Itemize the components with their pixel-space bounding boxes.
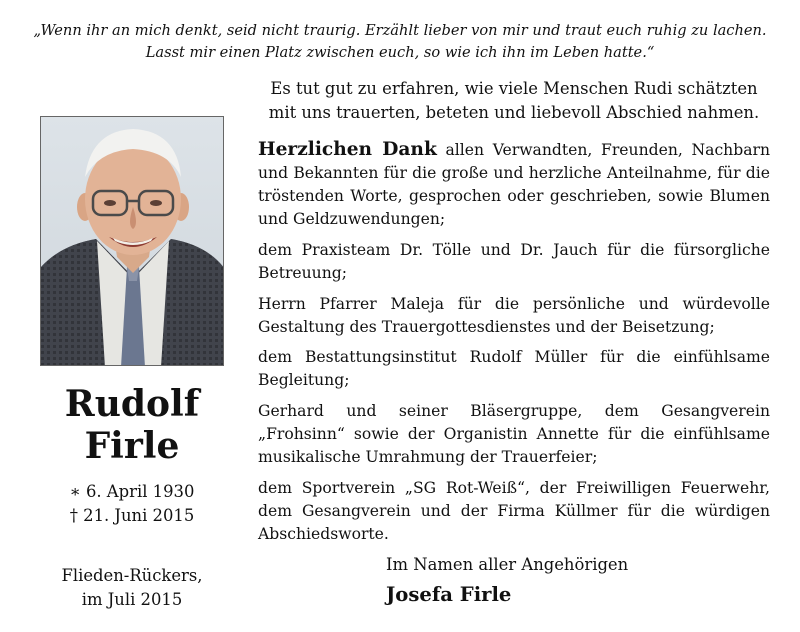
intro-line-2: mit uns trauerten, beteten und liebevoll Abschied nahmen.	[268, 103, 760, 122]
thanks-lead: Herzlichen Dank	[258, 139, 437, 160]
place-and-date	[40, 564, 224, 612]
portrait-illustration	[41, 117, 224, 366]
signature-name: Josefa Firle	[386, 583, 512, 606]
thanks-paragraph-1-rest: allen Verwandten, Freunden, Nachbarn und Bekannten für die große und herzliche Anteilnahme, für die tröstenden Worte, gesprochen oder geschrieben, sowie Blumen und Geldzuwendungen;	[258, 141, 770, 228]
quote-line-2: Lasst mir einen Platz zwischen euch, so wie ich ihn im Leben hatte.“	[145, 44, 655, 61]
signature-intro: Im Namen aller Angehörigen	[386, 555, 629, 574]
thanks-text	[258, 138, 770, 554]
portrait-photo	[40, 116, 224, 366]
thanks-paragraph-1	[258, 138, 770, 231]
intro-text	[258, 77, 770, 125]
thanks-paragraph-5: Gerhard und seiner Bläsergruppe, dem Gesangverein „Frohsinn“ sowie der Organistin Annette für die einfühlsame musikalische Umrahmung der Trauerfeier;	[258, 402, 770, 467]
place: Flieden-Rückers,	[61, 566, 203, 585]
thanks-paragraph-6: dem Sportverein „SG Rot-Weiß“, der Freiwilligen Feuerwehr, dem Gesangverein und der Firma Küllmer für die würdigen Abschiedsworte.	[258, 478, 770, 543]
deceased-name	[40, 383, 224, 467]
quote-line-1: „Wenn ihr an mich denkt, seid nicht traurig. Erzählt lieber von mir und traut euch ruhig zu lachen.	[33, 22, 767, 39]
memorial-quote	[0, 20, 800, 64]
death-date: † 21. Juni 2015	[69, 506, 195, 525]
thanks-paragraph-4: dem Bestattungsinstitut Rudolf Müller für die einfühlsame Begleitung;	[258, 348, 770, 390]
intro-line-1: Es tut gut zu erfahren, wie viele Menschen Rudi schätzten	[270, 79, 758, 98]
thanks-paragraph-3: Herrn Pfarrer Maleja für die persönliche und würdevolle Gestaltung des Trauergottesdienstes und der Beisetzung;	[258, 294, 770, 336]
life-dates	[40, 480, 224, 528]
notice-date: im Juli 2015	[81, 590, 183, 609]
birth-date: ∗ 6. April 1930	[69, 482, 195, 501]
thanks-paragraph-2: dem Praxisteam Dr. Tölle und Dr. Jauch für die fürsorgliche Betreuung;	[258, 240, 770, 282]
last-name: Firle	[84, 425, 180, 467]
first-name: Rudolf	[64, 383, 200, 425]
